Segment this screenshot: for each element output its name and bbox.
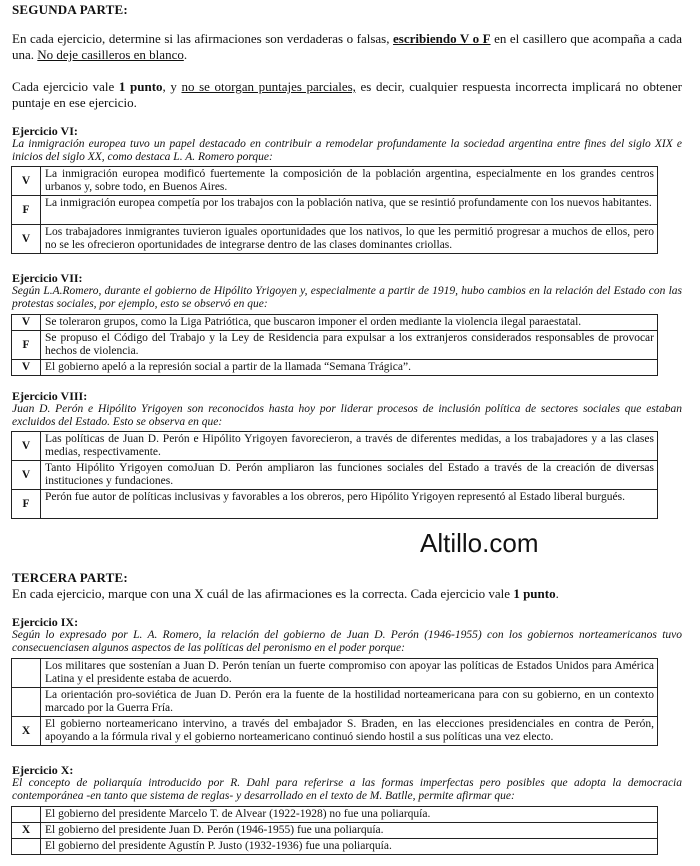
- answer-cell[interactable]: F: [12, 490, 41, 519]
- statement-cell: La inmigración europea modificó fuertemente la composición de la población argentina, especialmente en los grandes centros urbanos y, sobre todo, en Buenos Aires.: [41, 167, 658, 196]
- answer-cell[interactable]: [12, 807, 41, 823]
- instr-emphasis: escribiendo V o F: [393, 31, 491, 46]
- answer-cell[interactable]: F: [12, 196, 41, 225]
- exercise-6-title: Ejercicio VI:: [12, 124, 78, 138]
- exercise-6-intro: La inmigración europea tuvo un papel destacado en contribuir a remodelar profundamente la sociedad argentina entre fines del siglo XIX e inicios del siglo XX, como destaca L. A. Romero porque:: [12, 138, 682, 163]
- statement-cell: El gobierno del presidente Marcelo T. de Alvear (1922-1928) no fue una poliarquía.: [41, 807, 658, 823]
- statement-cell: Se toleraron grupos, como la Liga Patriótica, que buscaron imponer el orden mediante la violencia ilegal paraestatal.: [41, 315, 658, 331]
- instr-text: Cada ejercicio vale: [12, 79, 119, 94]
- table-row: [12, 717, 658, 746]
- exercise-10-title: Ejercicio X:: [12, 763, 74, 777]
- table-row: [12, 315, 658, 331]
- segunda-instructions-1: [12, 31, 682, 63]
- answer-cell[interactable]: F: [12, 331, 41, 360]
- instr-text: en el casillero que acompaña a cada una.: [12, 31, 682, 62]
- instr-text: , y: [162, 79, 182, 94]
- table-row: [12, 360, 658, 376]
- answer-cell[interactable]: V: [12, 432, 41, 461]
- answer-cell[interactable]: [12, 659, 41, 688]
- statement-cell: La orientación pro-soviética de Juan D. Perón era la fuente de la hostilidad norteamericana para con su gobierno, en un contexto marcado por la Guerra Fría.: [41, 688, 658, 717]
- exercise-8-table: [11, 431, 658, 519]
- statement-cell: El gobierno apeló a la represión social a partir de la llamada “Semana Trágica”.: [41, 360, 658, 376]
- statement-cell: Se propuso el Código del Trabajo y la Ley de Residencia para expulsar a los extranjeros considerados responsables de provocar hechos de violencia.: [41, 331, 658, 360]
- exercise-10-intro: El concepto de poliarquía introducido por R. Dahl para referirse a las formas imperfectas pero posibles que adopta la democracia contemporánea -en tanto que sistema de reglas- y desarrollado en el texto de M. Batlle, permite afirmar que:: [12, 777, 682, 802]
- answer-cell[interactable]: V: [12, 167, 41, 196]
- exercise-9-intro: Según lo expresado por L. A. Romero, la relación del gobierno de Juan D. Perón (1946-1955) con los gobiernos norteamericanos tuvo consecuenciasen algunos aspectos de las políticas del peronismo en el poder porque:: [12, 629, 682, 654]
- exercise-7-title: Ejercicio VII:: [12, 271, 83, 285]
- instr-text: es decir, cualquier respuesta incorrecta implicará no obtener puntaje en ese ejercicio.: [12, 79, 683, 110]
- answer-cell[interactable]: V: [12, 315, 41, 331]
- statement-cell: El gobierno del presidente Agustín P. Justo (1932-1936) fue una poliarquía.: [41, 839, 658, 855]
- answer-cell[interactable]: V: [12, 360, 41, 376]
- table-row: [12, 331, 658, 360]
- table-row: [12, 167, 658, 196]
- statement-cell: Perón fue autor de políticas inclusivas y favorables a los obreros, pero Hipólito Yrigoyen representó al Estado liberal burgués.: [41, 490, 658, 519]
- exercise-9-title: Ejercicio IX:: [12, 615, 79, 629]
- altillo-watermark: Altillo.com: [420, 528, 539, 558]
- table-row: [12, 490, 658, 519]
- instr-text: .: [183, 47, 188, 62]
- statement-cell: Tanto Hipólito Yrigoyen comoJuan D. Perón ampliaron las funciones sociales del Estado a través de la creación de diversas instituciones y fundaciones.: [41, 461, 658, 490]
- exercise-7-table: [11, 314, 658, 376]
- answer-cell[interactable]: X: [12, 717, 41, 746]
- instr-text: En cada ejercicio, determine si las afirmaciones son verdaderas o falsas,: [12, 31, 394, 46]
- segunda-instructions-2: [12, 79, 682, 111]
- statement-cell: El gobierno norteamericano intervino, a través del embajador S. Braden, en las elecciones presidenciales en contra de Perón, apoyando a la fórmula rival y el gobierno norteamericano continuó siendo hostil a sus políticas una vez electo.: [41, 717, 658, 746]
- answer-cell[interactable]: V: [12, 225, 41, 254]
- exercise-10-table: [11, 806, 658, 855]
- table-row: [12, 659, 658, 688]
- table-row: [12, 823, 658, 839]
- tercera-parte-heading: TERCERA PARTE:: [12, 570, 128, 585]
- statement-cell: La inmigración europea competía por los trabajos con la población nativa, que se resintió profundamente con los nuevos habitantes.: [41, 196, 658, 225]
- answer-cell[interactable]: [12, 688, 41, 717]
- instr-text: .: [555, 586, 559, 601]
- table-row: [12, 688, 658, 717]
- exercise-7-intro: Según L.A.Romero, durante el gobierno de Hipólito Yrigoyen y, especialmente a partir de 1919, hubo cambios en la relación del Estado con las protestas sociales, por ejemplo, esto se observó en que:: [12, 285, 682, 310]
- statement-cell: Las políticas de Juan D. Perón e Hipólito Yrigoyen favorecieron, a través de diferentes medidas, a los trabajadores y a las clases medias, respectivamente.: [41, 432, 658, 461]
- instr-bold: 1 punto: [513, 586, 556, 601]
- exercise-8-intro: Juan D. Perón e Hipólito Yrigoyen son reconocidos hasta hoy por liderar procesos de inclusión política de sectores sociales que estaban excluidos del Estado. Esto se observa en que:: [12, 403, 682, 428]
- statement-cell: El gobierno del presidente Juan D. Perón (1946-1955) fue una poliarquía.: [41, 823, 658, 839]
- tercera-instructions: [12, 586, 682, 602]
- table-row: [12, 225, 658, 254]
- statement-cell: Los militares que sostenían a Juan D. Perón tenían un fuerte compromiso con apoyar las políticas de Estados Unidos para América Latina y el presidente estaba de acuerdo.: [41, 659, 658, 688]
- table-row: [12, 807, 658, 823]
- table-row: [12, 839, 658, 855]
- instr-text: En cada ejercicio, marque con una X cuál de las afirmaciones es la correcta. Cada ejercicio vale: [12, 586, 514, 601]
- answer-cell[interactable]: [12, 839, 41, 855]
- table-row: [12, 461, 658, 490]
- statement-cell: Los trabajadores inmigrantes tuvieron iguales oportunidades que los nativos, lo que les permitió progresar a muchos de ellos, pero no se les ofrecieron oportunidades de integrarse dentro de las clases dominantes criollas.: [41, 225, 658, 254]
- table-row: [12, 196, 658, 225]
- segunda-parte-heading: SEGUNDA PARTE:: [12, 2, 128, 17]
- answer-cell[interactable]: X: [12, 823, 41, 839]
- exercise-8-title: Ejercicio VIII:: [12, 389, 88, 403]
- instr-underlined: No deje casilleros en blanco: [37, 47, 184, 62]
- instr-bold: 1 punto: [118, 79, 163, 94]
- answer-cell[interactable]: V: [12, 461, 41, 490]
- exercise-6-table: [11, 166, 658, 254]
- instr-underlined: no se otorgan puntajes parciales,: [181, 79, 356, 94]
- exercise-9-table: [11, 658, 658, 746]
- table-row: [12, 432, 658, 461]
